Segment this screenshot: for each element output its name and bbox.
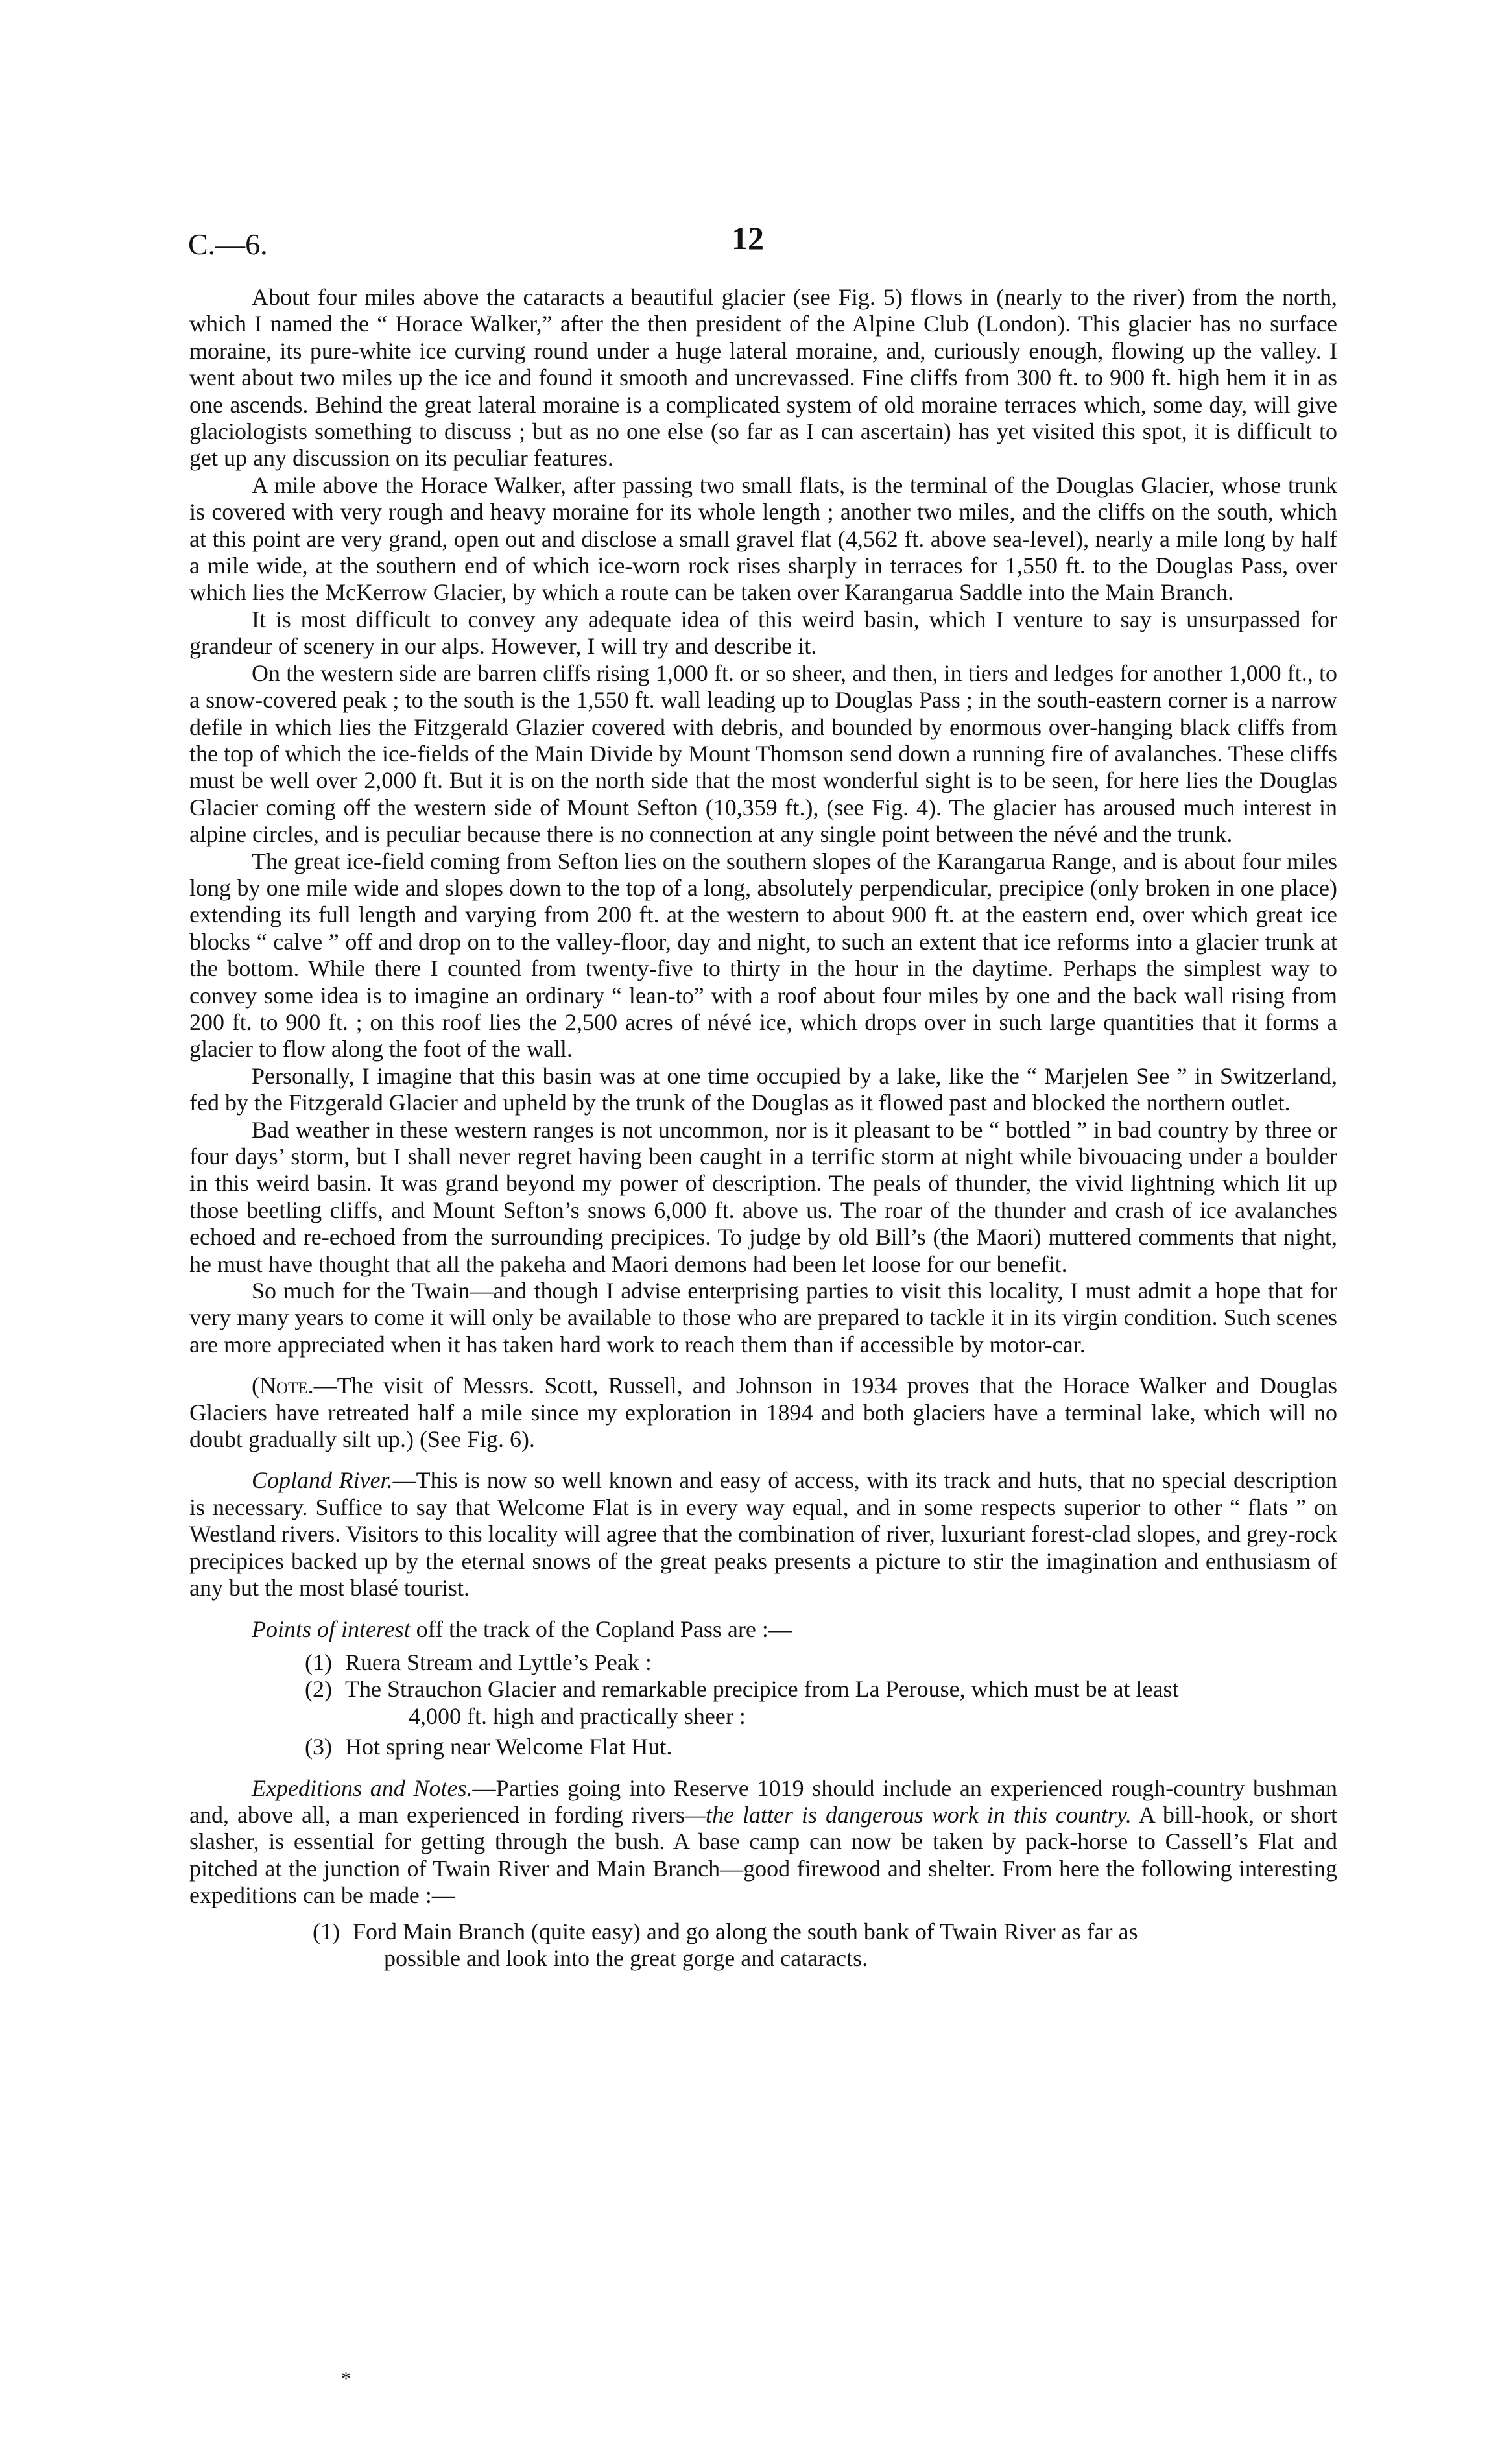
- paragraph-lake-theory: Personally, I imagine that this basin was at one time occupied by a lake, like the “ Marjelen See ” in Switzerland, fed by the Fitzgerald Glacier and upheld by the trunk of the Douglas as it flowed past and blocked the northern outlet.: [189, 1062, 1337, 1116]
- body-text: [189, 284, 1337, 1972]
- page-number: 12: [732, 220, 764, 256]
- list-item-text: Hot spring near Welcome Flat Hut.: [345, 1734, 673, 1760]
- paragraph-western-side: On the western side are barren cliffs rising 1,000 ft. or so sheer, and then, in tiers and ledges for another 1,000 ft., to a snow-covered peak ; to the south is the 1,550 ft. wall leading up to Douglas Pass ; in the south-eastern corner is a narrow defile in which lies the Fitzgerald Glazier covered with debris, and bounded by enormous over-hanging black cliffs from the top of which the ice-fields of the Main Divide by Mount Thomson send down a running fire of avalanches. These cliffs must be well over 2,000 ft. But it is on the north side that the most wonderful sight is to be seen, for here lies the Douglas Glacier coming off the western side of Mount Sefton (10,359 ft.), (see Fig. 4). The glacier has aroused much interest in alpine circles, and is peculiar because there is no connection at any single point between the névé and the trunk.: [189, 660, 1337, 848]
- paragraph-ice-field: The great ice-field coming from Sefton lies on the southern slopes of the Karangarua Range, and is about four miles long by one mile wide and slopes down to the top of a long, absolutely perpendicular, precipice (only broken in one place) extending its full length and varying from 200 ft. at the western to about 900 ft. at the eastern end, over which great ice blocks “ calve ” off and drop on to the valley-floor, day and night, to such an extent that ice reforms into a glacier trunk at the bottom. While there I counted from twenty-five to thirty in the hour in the daytime. Perhaps the simplest way to convey some idea is to imagine an ordinary “ lean-to” with a roof about four miles by one and the back wall rising from 200 ft. to 900 ft. ; on this roof lies the 2,500 acres of névé ice, which drops over in such large quantities that it forms a glacier to flow along the foot of the wall.: [189, 848, 1337, 1062]
- expeditions-text-b: A bill-hook, or short slasher, is essential for getting through the bush. A base camp can now be taken by pack-horse to Cassell’s Flat and pitched at the junction of Twain River and Main Branch—good firewood and shelter. From here the following interesting expeditions can be made :—: [189, 1801, 1337, 1909]
- list-item-number: (3): [305, 1734, 332, 1760]
- list-item: [305, 1676, 1337, 1730]
- paragraph-twain-conclusion: So much for the Twain—and though I advise enterprising parties to visit this locality, I must admit a hope that for very many years to come it will only be available to those who are prepared to tackle it in its virgin condition. Such scenes are more appreciated when it has taken hard work to reach them than if accessible by motor-car.: [189, 1278, 1337, 1358]
- expeditions-paragraph: [189, 1775, 1337, 1909]
- list-item: [305, 1734, 1337, 1760]
- note-paragraph: [189, 1372, 1337, 1453]
- report-reference: C.—6.: [188, 228, 268, 261]
- expeditions-text-a: —Parties going into Reserve 1019 should include an experienced rough-country bushman and, above all, a man experienced in fording rivers: [189, 1775, 1338, 1828]
- list-item-continuation: possible and look into the great gorge and cataracts.: [384, 1944, 868, 1971]
- paragraph-bad-weather: Bad weather in these western ranges is not uncommon, nor is it pleasant to be “ bottled ” in bad country by three or four days’ storm, but I shall never regret having been caught in a terrific storm at night while bivouacing under a boulder in this weird basin. It was grand beyond my power of description. The peals of thunder, the vivid lightning which lit up those beetling cliffs, and Mount Sefton’s snows 6,000 ft. above us. The roar of the thunder and crash of ice avalanches echoed and re-echoed from the surrounding precipices. To judge by old Bill’s (the Maori) muttered comments that night, he must have thought that all the pakeha and Maori demons had been let loose for our benefit.: [189, 1116, 1337, 1277]
- paragraph-horace-walker: About four miles above the cataracts a beautiful glacier (see Fig. 5) flows in (nearly to the river) from the north, which I named the “ Horace Walker,” after the then president of the Alpine Club (London). This glacier has no surface moraine, its pure-white ice curving round under a huge lateral moraine, and, curiously enough, flowing up the valley. I went about two miles up the ice and found it smooth and uncrevassed. Fine cliffs from 300 ft. to 900 ft. high hem it in as one ascends. Behind the great lateral moraine is a complicated system of old moraine terraces which, some day, will give glaciologists something to discuss ; but as no one else (so far as I can ascertain) has yet visited this spot, it is difficult to get up any discussion on its peculiar features.: [189, 284, 1337, 472]
- list-item-continuation: 4,000 ft. high and practically sheer :: [409, 1703, 746, 1729]
- expeditions-italic: —the latter is dangerous work in this country.: [684, 1801, 1132, 1828]
- points-intro: [189, 1616, 1337, 1643]
- paragraph-douglas-glacier: A mile above the Horace Walker, after passing two small flats, is the terminal of the Douglas Glacier, whose trunk is covered with very rough and heavy moraine for its whole length ; another two miles, and the cliffs on the south, which at this point are very grand, open out and disclose a small gravel flat (4,562 ft. above sea-level), nearly a mile long by half a mile wide, at the southern end of which ice-worn rock rises sharply in terraces for 1,550 ft. to the Douglas Pass, over which lies the McKerrow Glacier, by which a route can be taken over Karangarua Saddle into the Main Branch.: [189, 472, 1337, 606]
- list-item-number: (2): [305, 1676, 332, 1703]
- copland-paragraph: [189, 1467, 1337, 1601]
- list-item-text: The Strauchon Glacier and remarkable precipice from La Perouse, which must be at least: [345, 1676, 1179, 1703]
- note-text: —The visit of Messrs. Scott, Russell, and Johnson in 1934 proves that the Horace Walker and Douglas Glaciers have retreated half a mile since my exploration in 1894 and both glaciers have a terminal lake, which will no doubt gradually silt up.) (See Fig. 6).: [189, 1372, 1337, 1453]
- paragraph-weird-basin: It is most difficult to convey any adequate idea of this weird basin, which I venture to say is unsurpassed for grandeur of scenery in our alps. However, I will try and describe it.: [189, 606, 1337, 660]
- list-item: [313, 1919, 1337, 1972]
- list-item-number: (1): [305, 1649, 332, 1675]
- list-item-number: (1): [313, 1918, 340, 1944]
- copland-heading: Copland River.: [252, 1467, 393, 1494]
- copland-text: —This is now so well known and easy of access, with its track and huts, that no special description is necessary. Suffice to say that Welcome Flat is in every way equal, and in some respects superior to other “ flats ” on Westland rivers. Visitors to this locality will agree that the combination of river, luxuriant forest-clad slopes, and grey-rock precipices backed up by the eternal snows of the great peaks presents a picture to stir the imagination and enthusiasm of any but the most blasé tourist.: [189, 1467, 1337, 1601]
- list-item-text: Ruera Stream and Lyttle’s Peak :: [345, 1649, 652, 1675]
- footer-mark: *: [341, 2368, 351, 2389]
- page-header: [0, 0, 1489, 272]
- points-heading: Points of interest: [252, 1616, 411, 1642]
- list-item: [305, 1649, 1337, 1676]
- expeditions-heading: Expeditions and Notes.: [252, 1775, 473, 1801]
- points-intro-text: off the track of the Copland Pass are :—: [410, 1616, 792, 1642]
- note-lead: (Note.: [252, 1372, 314, 1399]
- list-item-text: Ford Main Branch (quite easy) and go along the south bank of Twain River as far as: [353, 1918, 1138, 1944]
